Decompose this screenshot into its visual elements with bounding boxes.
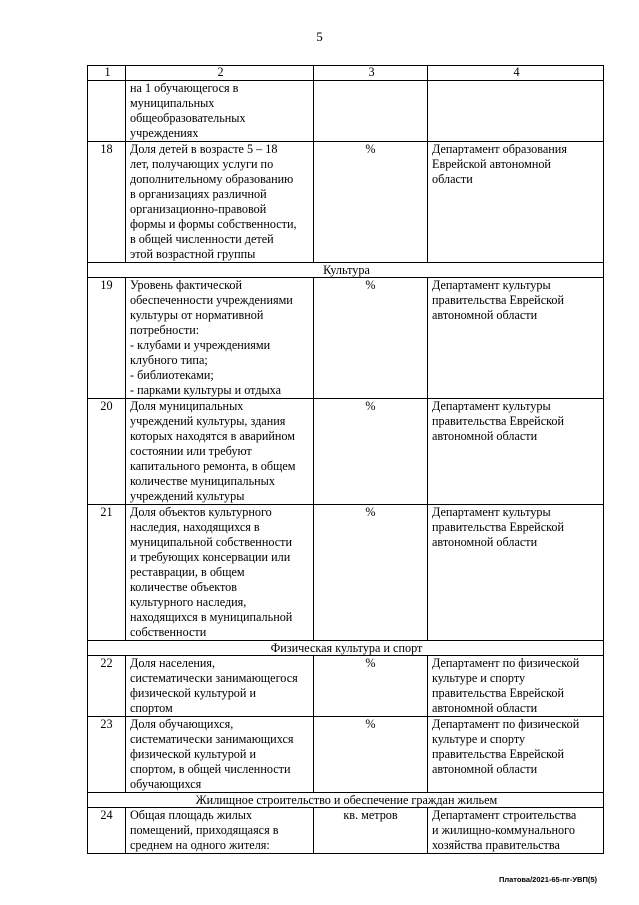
unit-cell-text: % <box>365 505 376 519</box>
unit-cell <box>314 278 428 399</box>
table-row <box>88 81 604 142</box>
indicator-name-cell-text: Доля детей в возрасте 5 – 18 лет, получающих услуги по дополнительному образованию в организациях различной организационно-правовой формы и формы собственности, в общей численности детей этой возрастной группы <box>130 142 297 261</box>
row-number-cell-text: 18 <box>100 142 113 156</box>
indicator-name-cell <box>126 656 314 717</box>
indicator-name-cell-text: на 1 обучающегося в муниципальных общеобразовательных учреждениях <box>130 81 246 140</box>
unit-cell <box>314 808 428 854</box>
section-title: Жилищное строительство и обеспечение граждан жильем <box>88 793 604 808</box>
unit-cell-text: % <box>365 717 376 731</box>
section-title: Физическая культура и спорт <box>88 641 604 656</box>
row-number-cell <box>88 81 126 142</box>
department-cell-text: Департамент культуры правительства Еврейской автономной области <box>432 505 565 549</box>
department-cell-text: Департамент образования Еврейской автономной области <box>432 142 567 186</box>
row-number-cell-text: 23 <box>100 717 113 731</box>
department-cell-text: Департамент культуры правительства Еврейской автономной области <box>432 399 565 443</box>
section-header-row <box>88 793 604 808</box>
unit-cell <box>314 656 428 717</box>
row-number-cell-text: 22 <box>100 656 113 670</box>
row-number-cell <box>88 808 126 854</box>
department-cell <box>428 278 604 399</box>
indicator-name-cell-text: Общая площадь жилых помещений, приходящаяся в среднем на одного жителя: <box>130 808 279 852</box>
indicator-name-cell <box>126 808 314 854</box>
row-number-cell-text: 24 <box>100 808 113 822</box>
department-cell-text: Департамент по физической культуре и спорту правительства Еврейской автономной области <box>432 717 580 776</box>
department-cell-text: Департамент строительства и жилищно-коммунального хозяйства правительства <box>432 808 577 852</box>
indicators-table <box>87 65 604 854</box>
header-cell-3: 3 <box>314 66 428 81</box>
indicator-name-cell <box>126 717 314 793</box>
table-row <box>88 505 604 641</box>
row-number-cell-text: 20 <box>100 399 113 413</box>
unit-cell <box>314 142 428 263</box>
indicator-name-cell <box>126 399 314 505</box>
department-cell <box>428 142 604 263</box>
section-header-row <box>88 641 604 656</box>
indicator-name-cell-text: Уровень фактической обеспеченности учреждениями культуры от нормативной потребности: - клубами и учреждениями клубного типа; - библиотеками; - парками культуры и отдыха <box>130 278 293 397</box>
table-row <box>88 142 604 263</box>
table-row <box>88 808 604 854</box>
table-body <box>88 81 604 854</box>
row-number-cell-text: 21 <box>100 505 113 519</box>
department-cell <box>428 717 604 793</box>
unit-cell-text: % <box>365 278 376 292</box>
unit-cell-text: % <box>365 656 376 670</box>
row-number-cell <box>88 142 126 263</box>
unit-cell-text: % <box>365 399 376 413</box>
department-cell-text: Департамент по физической культуре и спорту правительства Еврейской автономной области <box>432 656 580 715</box>
table-row <box>88 278 604 399</box>
department-cell-text: Департамент культуры правительства Еврейской автономной области <box>432 278 565 322</box>
unit-cell <box>314 505 428 641</box>
department-cell <box>428 656 604 717</box>
header-cell-2: 2 <box>126 66 314 81</box>
page-number: 5 <box>316 29 323 44</box>
unit-cell-text: % <box>365 142 376 156</box>
indicator-name-cell <box>126 142 314 263</box>
department-cell <box>428 505 604 641</box>
table-header-row <box>88 66 604 81</box>
indicator-name-cell-text: Доля обучающихся, систематически занимающихся физической культурой и спортом, в общей численности обучающихся <box>130 717 294 791</box>
department-cell <box>428 81 604 142</box>
table-row <box>88 399 604 505</box>
unit-cell <box>314 717 428 793</box>
row-number-cell <box>88 399 126 505</box>
unit-cell <box>314 81 428 142</box>
unit-cell <box>314 399 428 505</box>
header-cell-1: 1 <box>88 66 126 81</box>
section-header-row <box>88 263 604 278</box>
indicator-name-cell <box>126 505 314 641</box>
header-cell-4: 4 <box>428 66 604 81</box>
department-cell <box>428 399 604 505</box>
indicator-name-cell <box>126 81 314 142</box>
row-number-cell <box>88 505 126 641</box>
row-number-cell <box>88 717 126 793</box>
table-row <box>88 656 604 717</box>
indicator-name-cell-text: Доля муниципальных учреждений культуры, здания которых находятся в аварийном состоянии или требуют капитального ремонта, в общем количестве муниципальных учреждений культуры <box>130 399 296 503</box>
table-row <box>88 717 604 793</box>
indicator-name-cell <box>126 278 314 399</box>
row-number-cell <box>88 656 126 717</box>
department-cell <box>428 808 604 854</box>
row-number-cell-text: 19 <box>100 278 113 292</box>
section-title: Культура <box>88 263 604 278</box>
indicator-name-cell-text: Доля населения, систематически занимающегося физической культурой и спортом <box>130 656 298 715</box>
footer-document-code: Платова/2021-65-пг-УВП(5) <box>498 875 597 884</box>
row-number-cell <box>88 278 126 399</box>
indicator-name-cell-text: Доля объектов культурного наследия, находящихся в муниципальной собственности и требующих консервации или реставрации, в общем количестве объектов культурного наследия, находящихся в муниципальной собственности <box>130 505 293 639</box>
unit-cell-text: кв. метров <box>343 808 398 822</box>
